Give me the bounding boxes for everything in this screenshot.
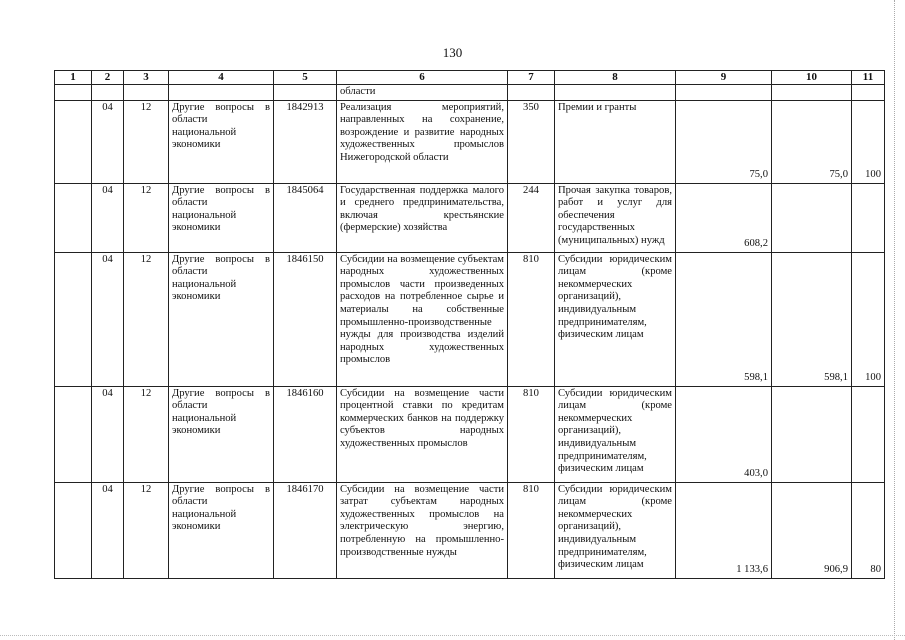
col-header-3: 3 — [124, 71, 169, 85]
table-row — [55, 183, 885, 252]
execution-percent: 100 — [852, 252, 885, 386]
target-article-name: Государственная поддержка малого и среднего предпринимательства, включая крестьянские (фермерские) хозяйства — [337, 183, 508, 252]
subsection-code: 12 — [124, 386, 169, 482]
section-name: Другие вопросы в области национальной экономики — [169, 252, 274, 386]
page-number: 130 — [442, 45, 463, 60]
target-article-name: Реализация мероприятий, направленных на сохранение, возрождение и развитие народных художественных промыслов Нижегородской области — [337, 100, 508, 183]
execution-percent — [852, 386, 885, 482]
target-article-code: 1846160 — [274, 386, 337, 482]
section-code: 04 — [92, 386, 124, 482]
executed-amount: 75,0 — [772, 100, 852, 183]
section-name: Другие вопросы в области национальной экономики — [169, 183, 274, 252]
page-bottom-rule — [0, 635, 905, 636]
col-header-10: 10 — [772, 71, 852, 85]
col-header-1: 1 — [55, 71, 92, 85]
col-header-6: 6 — [337, 71, 508, 85]
executed-amount: 598,1 — [772, 252, 852, 386]
executed-amount — [772, 183, 852, 252]
section-code: 04 — [92, 252, 124, 386]
section-code: 04 — [92, 100, 124, 183]
subsection-code: 12 — [124, 183, 169, 252]
table-row — [55, 252, 885, 386]
planned-amount: 403,0 — [676, 386, 772, 482]
target-article-code: 1846170 — [274, 482, 337, 578]
expense-type-code: 244 — [508, 183, 555, 252]
expense-type-name: Премии и гранты — [555, 100, 676, 183]
target-article-code: 1845064 — [274, 183, 337, 252]
table-row — [55, 386, 885, 482]
expense-type-code: 810 — [508, 386, 555, 482]
section-name: Другие вопросы в области национальной экономики — [169, 100, 274, 183]
carry-over-row — [55, 84, 885, 100]
section-name: Другие вопросы в области национальной экономики — [169, 482, 274, 578]
expense-type-code: 810 — [508, 482, 555, 578]
section-name: Другие вопросы в области национальной экономики — [169, 386, 274, 482]
col-header-5: 5 — [274, 71, 337, 85]
planned-amount: 598,1 — [676, 252, 772, 386]
target-article-name: Субсидии на возмещение части процентной ставки по кредитам коммерческих банков на поддержку субъектов народных художественных промыслов — [337, 386, 508, 482]
carry-over-text: области — [337, 84, 508, 100]
planned-amount: 608,2 — [676, 183, 772, 252]
section-code: 04 — [92, 482, 124, 578]
col-header-11: 11 — [852, 71, 885, 85]
expense-type-name: Прочая закупка товаров, работ и услуг для обеспечения государственных (муниципальных) нужд — [555, 183, 676, 252]
target-article-name: Субсидии на возмещение субъектам народных художественных промыслов части произведенных расходов на потребленное сырье и материалы на собственные промышленно-производственные нужды для производства изделий народных художественных промыслов — [337, 252, 508, 386]
header-row — [55, 71, 885, 85]
section-code: 04 — [92, 183, 124, 252]
execution-percent — [852, 183, 885, 252]
target-article-code: 1842913 — [274, 100, 337, 183]
execution-percent: 80 — [852, 482, 885, 578]
subsection-code: 12 — [124, 482, 169, 578]
budget-table — [54, 70, 885, 579]
execution-percent: 100 — [852, 100, 885, 183]
expense-type-name: Субсидии юридическим лицам (кроме некоммерческих организаций), индивидуальным предпринимателям, физическим лицам — [555, 482, 676, 578]
target-article-code: 1846150 — [274, 252, 337, 386]
expense-type-name: Субсидии юридическим лицам (кроме некоммерческих организаций), индивидуальным предпринимателям, физическим лицам — [555, 386, 676, 482]
subsection-code: 12 — [124, 252, 169, 386]
col-header-4: 4 — [169, 71, 274, 85]
col-header-8: 8 — [555, 71, 676, 85]
table-row — [55, 100, 885, 183]
executed-amount: 906,9 — [772, 482, 852, 578]
page-edge-rule — [894, 0, 896, 640]
expense-type-code: 810 — [508, 252, 555, 386]
expense-type-code: 350 — [508, 100, 555, 183]
executed-amount — [772, 386, 852, 482]
subsection-code: 12 — [124, 100, 169, 183]
planned-amount: 75,0 — [676, 100, 772, 183]
col-header-2: 2 — [92, 71, 124, 85]
expense-type-name: Субсидии юридическим лицам (кроме некоммерческих организаций), индивидуальным предпринимателям, физическим лицам — [555, 252, 676, 386]
target-article-name: Субсидии на возмещение части затрат субъектам народных художественных промыслов на электрическую энергию, потребленную на промышленно-производственные нужды — [337, 482, 508, 578]
col-header-9: 9 — [676, 71, 772, 85]
col-header-7: 7 — [508, 71, 555, 85]
planned-amount: 1 133,6 — [676, 482, 772, 578]
table-row — [55, 482, 885, 578]
